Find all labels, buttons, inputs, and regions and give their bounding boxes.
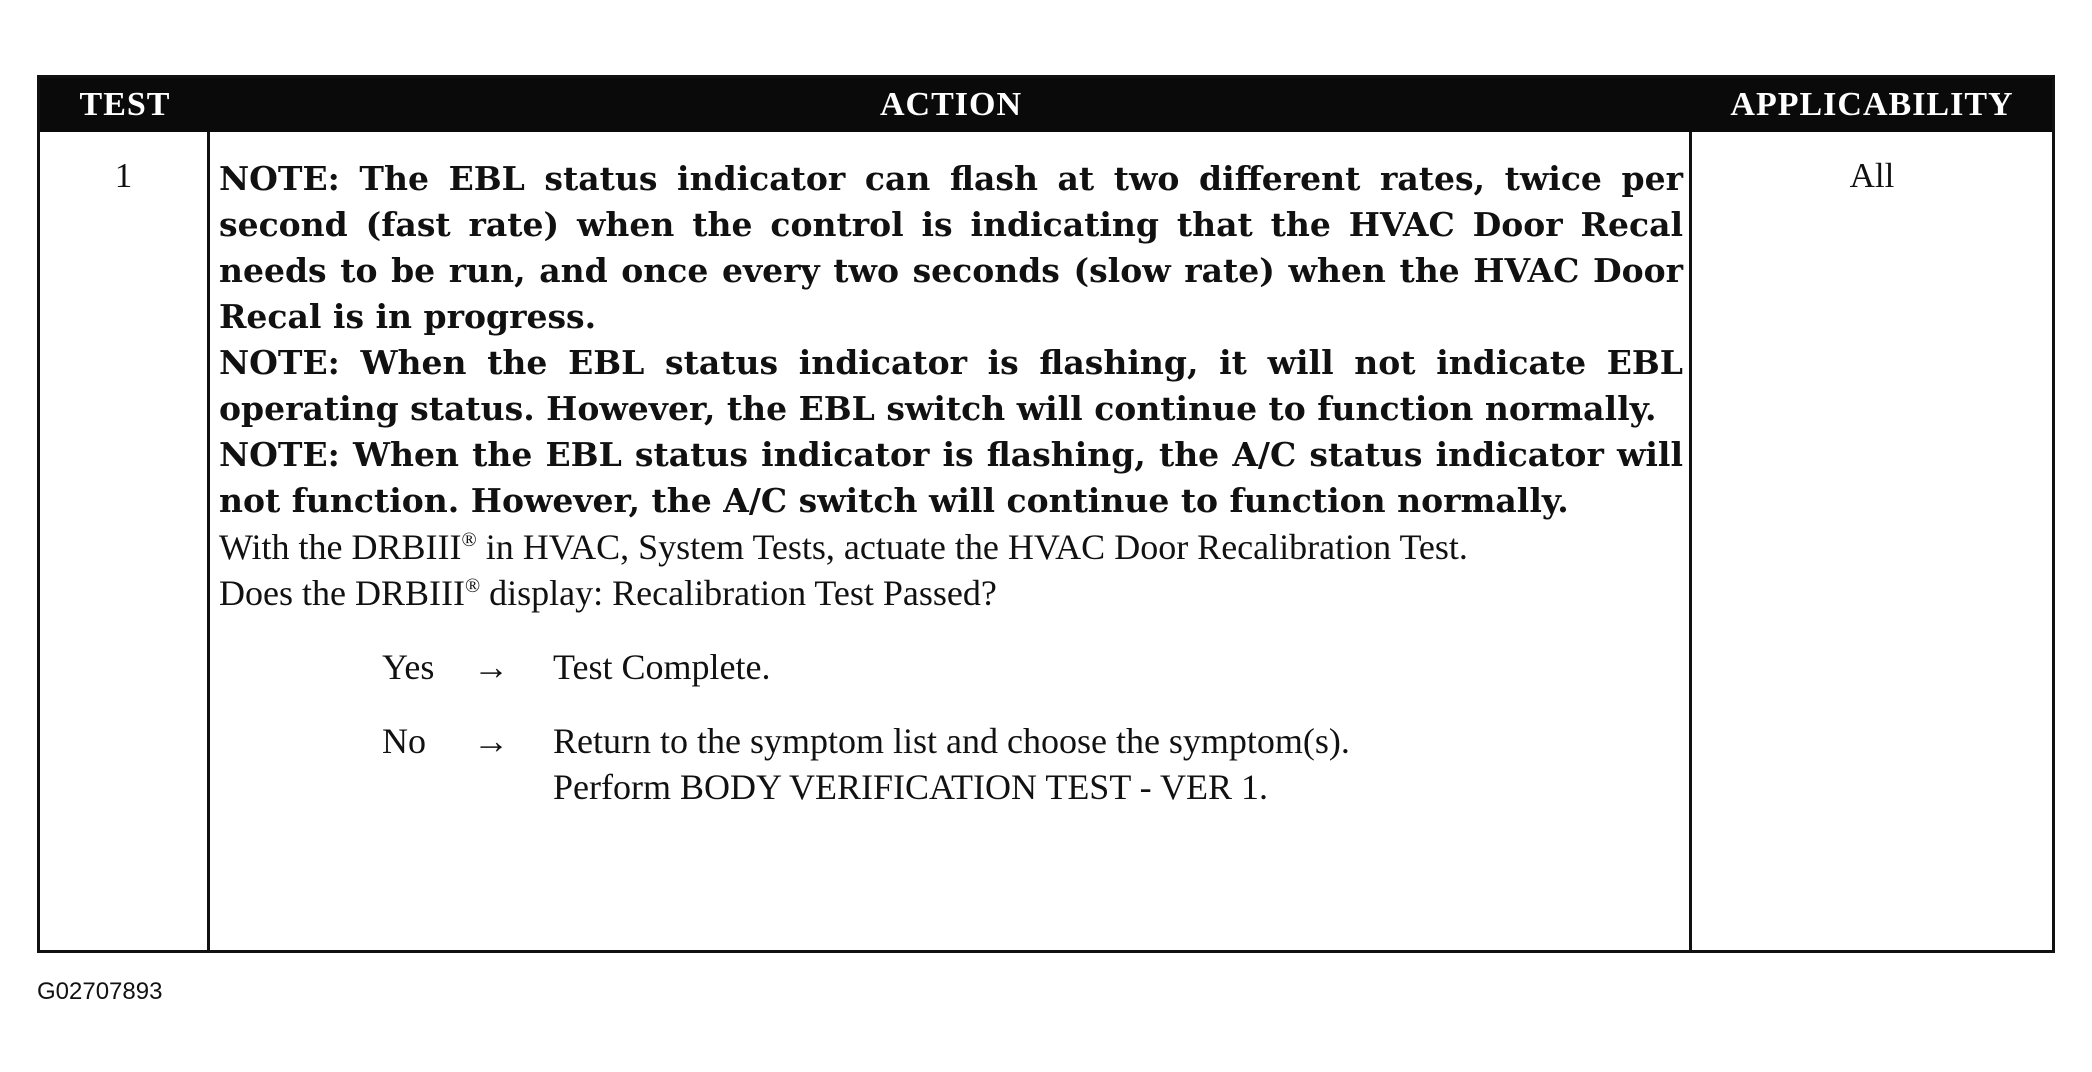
answer-yes [219,644,1683,690]
registered-mark: ® [464,575,481,597]
diagnostic-test-table [37,75,2055,953]
header-action: ACTION [879,86,1023,123]
note-text: NOTE: The EBL status indicator can flash at two different rates, twice per second (fast rate) when the control is indicating that the HVAC Door Recal needs to be run, and once every two seconds (slow rate) when the HVAC Door Recal is in progress. [219,159,1683,336]
answer-result-text: Test Complete. [553,647,771,687]
note-text: NOTE: When the EBL status indicator is flashing, it will not indicate EBL operating status. However, the EBL switch will continue to function normally. [219,343,1683,428]
right-arrow-icon: → [473,721,509,761]
figure-id: G02707893 [37,978,163,1005]
table-header-row [40,78,2052,132]
test-number: 1 [114,156,133,195]
right-arrow-icon: → [473,647,509,687]
answer-no [219,718,1683,810]
column-divider [207,132,210,950]
registered-mark: ® [461,529,477,551]
applicability-value: All [1849,156,1895,195]
column-divider [1689,132,1692,950]
instruction-text: With the DRBIII® in HVAC, System Tests, actuate the HVAC Door Recalibration Test. [219,527,1468,567]
note-text: NOTE: When the EBL status indicator is flashing, the A/C status indicator will not function. However, the A/C switch will continue to function normally. [219,435,1683,520]
question-text: Does the DRBIII® display: Recalibration Test Passed? [219,573,997,613]
action-cell [219,156,1683,810]
header-applicability: APPLICABILITY [1730,86,2014,123]
answer-label-yes: Yes [382,647,435,687]
answer-result-text: Return to the symptom list and choose the symptom(s). Perform BODY VERIFICATION TEST - VER 1. [553,721,1350,807]
answer-label-no: No [382,721,426,761]
header-test: TEST [79,86,171,123]
